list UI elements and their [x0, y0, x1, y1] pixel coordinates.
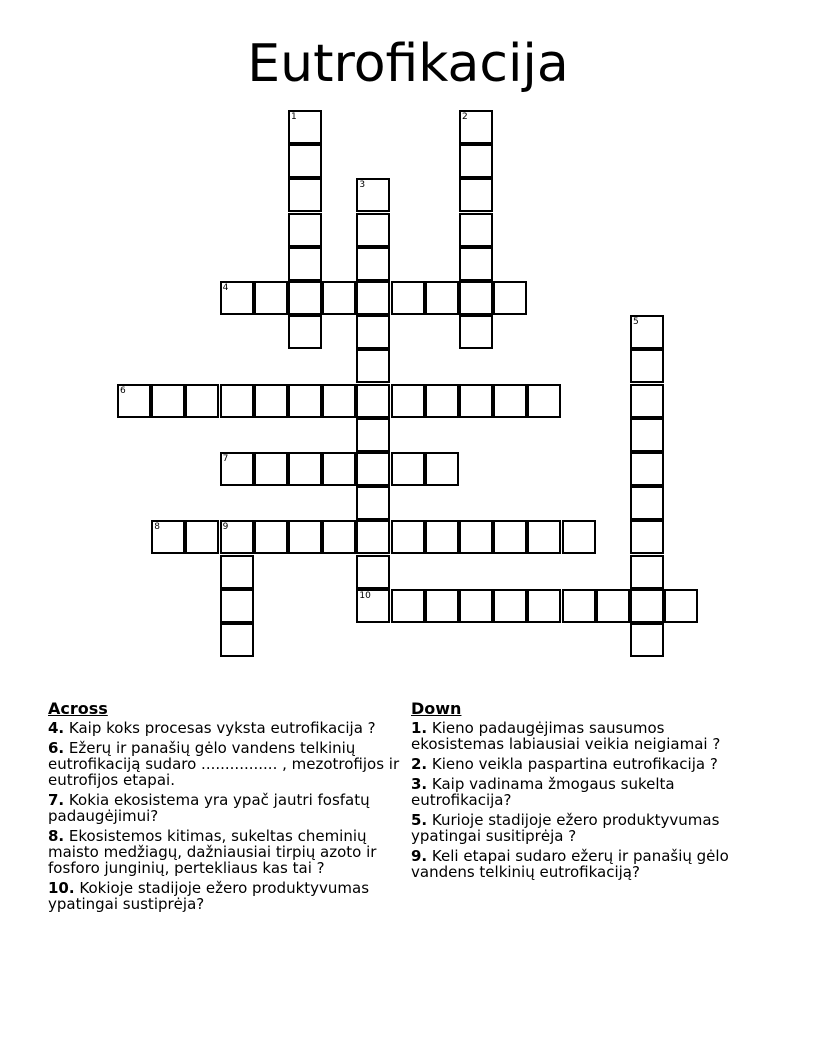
crossword-cell[interactable]	[288, 452, 322, 486]
cell-number: 10	[359, 590, 371, 601]
crossword-cell[interactable]	[630, 623, 664, 657]
crossword-cell[interactable]	[391, 384, 425, 418]
down-clue	[411, 848, 761, 880]
crossword-cell[interactable]	[459, 144, 493, 178]
across-clue	[48, 792, 403, 824]
clue-number: 7.	[48, 791, 65, 809]
crossword-cell[interactable]	[356, 418, 390, 452]
crossword-cell[interactable]	[459, 213, 493, 247]
crossword-cell[interactable]	[151, 520, 185, 554]
cell-number: 6	[120, 385, 126, 396]
crossword-cell[interactable]	[254, 452, 288, 486]
crossword-cell[interactable]	[527, 589, 561, 623]
down-clue	[411, 756, 761, 772]
crossword-cell[interactable]	[459, 315, 493, 349]
crossword-cell[interactable]	[185, 384, 219, 418]
crossword-cell[interactable]	[630, 555, 664, 589]
cell-number: 2	[462, 112, 468, 122]
clue-number: 1.	[411, 719, 428, 737]
clue-text: Kieno padaugėjimas sausumos ekosistemas labiausiai veikia neigiamai ?	[411, 719, 721, 753]
crossword-cell[interactable]	[459, 384, 493, 418]
clue-text: Kokioje stadijoje ežero produktyvumas ypatingai sustiprėja?	[48, 879, 370, 913]
crossword-cell[interactable]	[391, 589, 425, 623]
crossword-cell[interactable]	[493, 520, 527, 554]
clue-text: Ežerų ir panašių gėlo vandens telkinių eutrofikaciją sudaro ................ , mezotrofijos ir eutrofijos etapai.	[48, 739, 400, 789]
crossword-cell[interactable]	[459, 520, 493, 554]
crossword-cell[interactable]	[220, 623, 254, 657]
crossword-cell[interactable]	[288, 110, 322, 144]
crossword-cell[interactable]	[630, 452, 664, 486]
down-clue	[411, 812, 761, 844]
crossword-cell[interactable]	[356, 247, 390, 281]
crossword-cell[interactable]	[356, 315, 390, 349]
crossword-cell[interactable]	[220, 384, 254, 418]
crossword-cell[interactable]	[630, 315, 664, 349]
crossword-cell[interactable]	[391, 520, 425, 554]
down-heading: Down	[411, 699, 462, 718]
crossword-cell[interactable]	[391, 281, 425, 315]
crossword-cell[interactable]	[356, 486, 390, 520]
crossword-cell[interactable]	[356, 281, 390, 315]
across-clue	[48, 828, 403, 876]
clue-number: 8.	[48, 827, 65, 845]
crossword-cell[interactable]	[220, 520, 254, 554]
crossword-cell[interactable]	[356, 213, 390, 247]
clue-number: 3.	[411, 775, 428, 793]
clue-number: 9.	[411, 847, 428, 865]
across-clues	[48, 700, 403, 916]
crossword-cell[interactable]	[288, 384, 322, 418]
clue-text: Kurioje stadijoje ežero produktyvumas ypatingai susitiprėja ?	[411, 811, 720, 845]
cell-number: 3	[359, 180, 366, 191]
crossword-cell[interactable]	[288, 178, 322, 212]
crossword-cell[interactable]	[527, 520, 561, 554]
crossword-cell[interactable]	[493, 589, 527, 623]
crossword-cell[interactable]	[356, 384, 390, 418]
crossword-cell[interactable]	[288, 520, 322, 554]
crossword-cell[interactable]	[630, 486, 664, 520]
down-clue	[411, 720, 761, 752]
crossword-cell[interactable]	[322, 281, 356, 315]
clue-number: 4.	[48, 719, 65, 737]
crossword-cell[interactable]	[562, 520, 596, 554]
cell-number: 8	[154, 522, 160, 533]
crossword-cell[interactable]	[288, 144, 322, 178]
crossword-cell[interactable]	[664, 589, 698, 623]
crossword-cell[interactable]	[527, 384, 561, 418]
crossword-cell[interactable]	[254, 384, 288, 418]
crossword-cell[interactable]	[220, 589, 254, 623]
crossword-cell[interactable]	[630, 418, 664, 452]
clue-number: 2.	[411, 755, 428, 773]
crossword-cell[interactable]	[288, 247, 322, 281]
crossword-cell[interactable]	[117, 384, 151, 418]
crossword-cell[interactable]	[425, 384, 459, 418]
crossword-cell[interactable]	[425, 520, 459, 554]
crossword-cell[interactable]	[425, 589, 459, 623]
crossword-cell[interactable]	[356, 349, 390, 383]
across-heading: Across	[48, 699, 108, 718]
crossword-cell[interactable]	[459, 589, 493, 623]
clue-text: Ekosistemos kitimas, sukeltas cheminių maisto medžiagų, dažniausiai tirpių azoto ir fosforo junginių, pertekliaus kas tai ?	[48, 827, 377, 877]
crossword-cell[interactable]	[288, 281, 322, 315]
clue-text: Kieno veikla paspartina eutrofikacija ?	[431, 755, 718, 773]
clue-text: Kaip koks procesas vyksta eutrofikacija ?	[68, 719, 376, 737]
down-clues	[411, 700, 761, 884]
clue-text: Kokia ekosistema yra ypač jautri fosfatų padaugėjimui?	[48, 791, 370, 825]
crossword-cell[interactable]	[459, 281, 493, 315]
clue-text: Kaip vadinama žmogaus sukelta eutrofikacija?	[411, 775, 675, 809]
crossword-cell[interactable]	[630, 520, 664, 554]
crossword-cell[interactable]	[630, 349, 664, 383]
crossword-cell[interactable]	[425, 452, 459, 486]
crossword-cell[interactable]	[562, 589, 596, 623]
crossword-cell[interactable]	[151, 384, 185, 418]
clue-text: Keli etapai sudaro ežerų ir panašių gėlo vandens telkinių eutrofikaciją?	[411, 847, 729, 881]
crossword-cell[interactable]	[459, 110, 493, 144]
across-clue	[48, 880, 403, 912]
crossword-cell[interactable]	[630, 384, 664, 418]
crossword-cell[interactable]	[254, 281, 288, 315]
across-clue	[48, 740, 403, 788]
crossword-cell[interactable]	[220, 555, 254, 589]
down-clue	[411, 776, 761, 808]
crossword-cell[interactable]	[185, 520, 219, 554]
crossword-cell[interactable]	[322, 384, 356, 418]
crossword-cell[interactable]	[493, 384, 527, 418]
across-clue	[48, 720, 403, 736]
crossword-cell[interactable]	[459, 247, 493, 281]
crossword-cell[interactable]	[356, 178, 390, 212]
crossword-cell[interactable]	[288, 213, 322, 247]
clue-number: 5.	[411, 811, 428, 829]
crossword-cell[interactable]	[356, 520, 390, 554]
crossword-cell[interactable]	[493, 281, 527, 315]
crossword-cell[interactable]	[322, 520, 356, 554]
crossword-cell[interactable]	[220, 281, 254, 315]
crossword-cell[interactable]	[322, 452, 356, 486]
crossword-cell[interactable]	[459, 178, 493, 212]
crossword-cell[interactable]	[356, 555, 390, 589]
crossword-cell[interactable]	[220, 452, 254, 486]
cell-number: 4	[222, 283, 229, 293]
crossword-cell[interactable]	[356, 452, 390, 486]
cell-number: 7	[222, 454, 229, 464]
crossword-cell[interactable]	[254, 520, 288, 554]
crossword-cell[interactable]	[425, 281, 459, 315]
clue-number: 10.	[48, 879, 75, 897]
crossword-cell[interactable]	[288, 315, 322, 349]
cell-number: 1	[291, 112, 297, 122]
page-title: Eutrofikacija	[247, 34, 569, 94]
crossword-cell[interactable]	[630, 589, 664, 623]
cell-number: 5	[633, 317, 639, 328]
crossword-cell[interactable]	[391, 452, 425, 486]
crossword-cell[interactable]	[356, 589, 390, 623]
crossword-cell[interactable]	[596, 589, 630, 623]
cell-number: 9	[222, 522, 229, 533]
clue-number: 6.	[48, 739, 65, 757]
